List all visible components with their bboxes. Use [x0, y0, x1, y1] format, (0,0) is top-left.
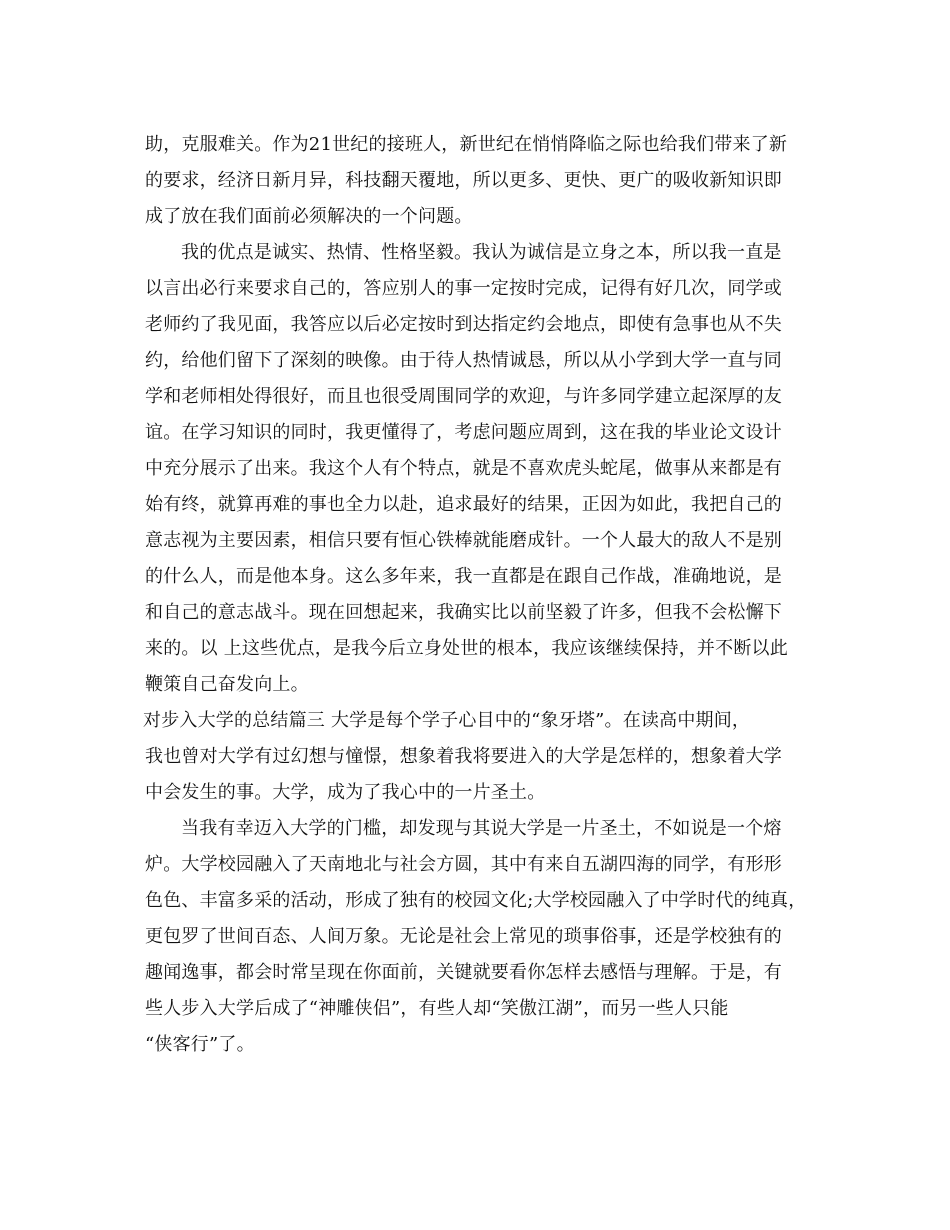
text-line: 更包罗了世间百态、人间万象。无论是社会上常见的琐事俗事，还是学校独有的 — [145, 926, 782, 947]
text-line: 趣闻逸事，都会时常呈现在你面前，关键就要看你怎样去感悟与理解。于是，有 — [145, 962, 782, 983]
text-line: 和自己的意志战斗。现在回想起来，我确实比以前坚毅了许多，但我不会松懈下 — [145, 602, 782, 623]
text-line: 炉。大学校园融入了天南地北与社会方圆，其中有来自五湖四海的同学，有形形 — [145, 854, 782, 875]
text-line: 以言出必行来要求自己的，答应别人的事一定按时完成，记得有好几次，同学或 — [145, 278, 782, 299]
text-line: 的要求，经济日新月异，科技翻天覆地，所以更多、更快、更广的吸收新知识即 — [145, 170, 782, 191]
text-line: 来的。以 上这些优点，是我今后立身处世的根本，我应该继续保持，并不断以此 — [145, 638, 788, 659]
text-line: 的什么人，而是他本身。这么多年来，我一直都是在跟自己作战，准确地说，是 — [145, 566, 782, 587]
text-line: 成了放在我们面前必须解决的一个问题。 — [145, 206, 473, 227]
text-line: 中会发生的事。大学，成为了我心中的一片圣土。 — [145, 782, 546, 803]
section-heading-line: 对步入大学的总结篇三 大学是每个学子心目中的“象牙塔”。在读高中期间， — [143, 710, 751, 731]
text-line: 助，克服难关。作为21世纪的接班人，新世纪在悄悄降临之际也给我们带来了新 — [145, 134, 788, 155]
paragraph-first-line: 我的优点是诚实、热情、性格坚毅。我认为诚信是立身之本，所以我一直是 — [181, 242, 782, 263]
text-line: 老师约了我见面，我答应以后必定按时到达指定约会地点，即使有急事也从不失 — [145, 314, 782, 335]
text-line: 色色、丰富多采的活动，形成了独有的校园文化;大学校园融入了中学时代的纯真， — [145, 890, 807, 911]
text-line: 始有终，就算再难的事也全力以赴，追求最好的结果，正因为如此，我把自己的 — [145, 494, 782, 515]
text-line: 约，给他们留下了深刻的映像。由于待人热情诚恳，所以从小学到大学一直与同 — [145, 350, 782, 371]
text-line: 鞭策自己奋发向上。 — [145, 674, 309, 695]
text-line: 中充分展示了出来。我这个人有个特点，就是不喜欢虎头蛇尾，做事从来都是有 — [145, 458, 782, 479]
text-line: “侠客行”了。 — [145, 1034, 255, 1055]
text-line: 学和老师相处得很好，而且也很受周围同学的欢迎，与许多同学建立起深厚的友 — [145, 386, 782, 407]
paragraph-first-line: 当我有幸迈入大学的门槛，却发现与其说大学是一片圣土，不如说是一个熔 — [181, 818, 782, 839]
text-line: 意志视为主要因素，相信只要有恒心铁棒就能磨成针。一个人最大的敌人不是别 — [145, 530, 782, 551]
text-line: 些人步入大学后成了“神雕侠侣”，有些人却“笑傲江湖”，而另一些人只能 — [145, 998, 729, 1019]
text-line: 我也曾对大学有过幻想与憧憬，想象着我将要进入的大学是怎样的，想象着大学 — [145, 746, 782, 767]
text-line: 谊。在学习知识的同时，我更懂得了，考虑问题应周到，这在我的毕业论文设计 — [145, 422, 782, 443]
